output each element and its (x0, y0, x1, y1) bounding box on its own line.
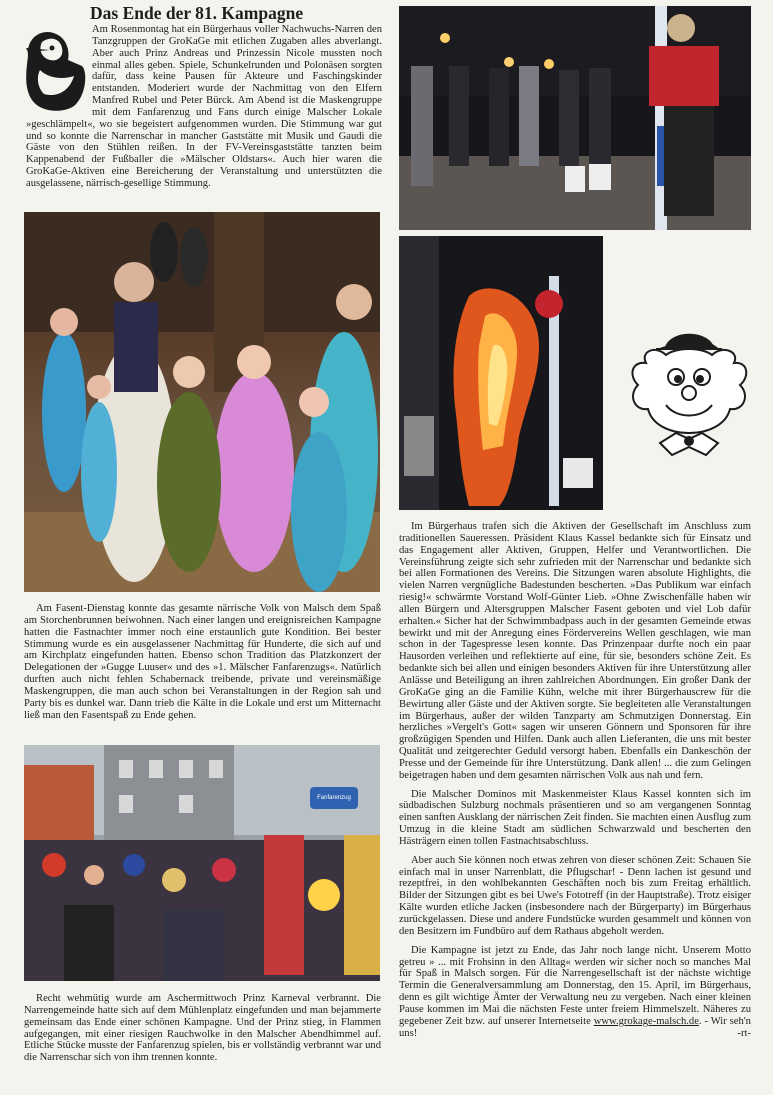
dominos-paragraph: Die Malscher Dominos mit Maskenmeister Klaus Kassel konnten sich im südbadischen Sulzburg nochmals präsentieren und so am vergangenen Sonntag einen sanften Ausklang der närrischen Zeit finden. Sie machten einen Ausflug zum Umzug in die kleine Stadt am südlichen Schwarzwald und bescherten den Hästrägern einen tollen Fastnachtsabschluss. (399, 788, 751, 847)
right-column-text (399, 521, 751, 1039)
children-dancing-photo (24, 212, 380, 592)
burning-prince-photo (399, 236, 603, 510)
saueressen-paragraph: Im Bürgerhaus trafen sich die Aktiven der Gesellschaft im Anschluss zum traditionellen Saueressen. Präsident Klaus Kassel bedankte sich für Einsatz und das Engagement aller Aktiven, Gruppen, Helfer und Verantwortlichen. Die Vereinsführung zeigte sich sehr zufrieden mit der Narrenschar und bedankte sich bei allen Formationen des Vereins. Die Sitzungen waren absolute Highlights, die vielen Narren vergnügliche Badestunden bescherten. »Das Publikum war einfach riesig!« schwärmte Vorstand Wolf-Günter Lieb. »Ohne Zwischenfälle haben wir allen Bürgern und Altersgruppen Malscher Fasent geboten und viel Lob dafür erhalten.« Sicher hat der Schwimmbadpass auch in der gesamten Gemeinde etwas bewirkt und mit der Anregung eines Fördervereins Wellen geschlagen, wie man schon in der Tagespresse lesen konnte. Das Prinzenpaar durfte noch ein paar Hausorden verleihen und reflektierte auf eine, für sie, besonders schöne Zeit. Es bedankte sich bei allen und einigen besonders Aktiven für ihre Unterstützung aller Anlässe und Beteiligung an ihren zahlreichen Abordnungen. Ein großer Dank der GroKaGe ging an die Familie Kühn, welche mit ihrer Bürgerhauscrew für die Bewirtung aller Gäste und der Aktiven sorgte. Sie begleiteten alle Veranstaltungen im Bürgerhaus, außer der wilden Tanzparty am Schmutzigen Donnerstag. Ein herzliches »Vergelt's Gott« sagen wir unseren Gönnern und Sponsoren für ihre großzügigen Spenden und Hilfen. Dank auch allen Lieferanten, die uns mit bester Qualität und zeitgerechter Geduld versorgt haben. Ebenfalls ein Dankeschön der Presse und der Gemeinde für ihre Unterstützung. Dank allen! ... die zum Gelingen beigetragen haben und dem gesamten närrischen Volk aus nah und fern. (399, 521, 751, 781)
signature: -rt- (737, 1027, 751, 1039)
fanfarenzug-sign: Fanfarenzug (310, 787, 358, 809)
fasent-paragraph (24, 603, 381, 721)
article-title: Das Ende der 81. Kampagne (90, 3, 304, 23)
closing-greeting: . - Wir seh'n uns! (399, 1015, 751, 1039)
intro-text: Am Rosenmontag hat ein Bürgerhaus voller Nachwuchs-Narren den Tanzgruppen der GroKaGe mit etlichen Zugaben alles abverlangt. Aber auch Prinz Andreas und Prinzessin Nicole mussten noch einmal alles geben. Spiele, Schunkelrunden und Polonäsen sorgten dafür, dass keine Pausen für Akteure und Faschingskinder entstanden. Moderiert wurde der Nachmittag von den Elfern Manfred Rubel und Peter Bürck. Am Abend ist die Maskengruppe mit dem Fanfarenzug und Fans durch einige Malscher Lokale »geschlämpelt«, wo sie begeistert aufgenommen wurden. Die Stimmung war gut und so konnte die Narrenschar in mancher Gaststätte mit Musik und Gaudi die Gäste von den Stühlen reißen. In der FV-Vereinsgaststätte tanzten beim Kappenabend der Fußballer die »Mälscher Oldstars«. Auch hier waren die GroKaGe-Aktiven eine Bereicherung der Veranstaltung und unterstützten die ausgelassene, närrisch-gesellige Stimmung. (26, 24, 382, 189)
aschermittwoch-paragraph (24, 993, 381, 1064)
narrenblatt-paragraph: Aber auch Sie können noch etwas zehren von dieser schönen Zeit: Schauen Sie einfach mal in unser Narrenblatt, die Pflugschar! - Denn lachen ist gesund und rezeptfrei, in den wohlbekannten Geschäften noch bis zum Freitag erhältlich. Bilder der Sitzungen gibt es bei Uwe's Fototreff (in der Hauptstraße). Trotz eisiger Kälte wurden etliche Jacken (insbesondere nach der Bürgerparty) im Bürgerhaus zurückgelassen. Diese und andere Fundstücke wurden gesammelt und können von den Besitzern im Fundbüro auf dem Rathaus abgeholt werden. (399, 854, 751, 937)
fasent-crowd-photo (24, 745, 380, 981)
fasent-text: Am Fasent-Dienstag konnte das gesamte närrische Volk von Malsch dem Spaß am Storchenbrunnen beiwohnen. Nach einer langen und ereignisreichen Kampagne hatten die Fastnachter immer noch eine erstaunlich gute Kondition. Bei bester Stimmung wurde es ein ausgelassener Nachmittag für Hunderte, die sich auf und am Kirchplatz eingefunden hatten. Ebenso schon Tradition das Platzkonzert der Delegationen der »Gugge Luuser« und des »1. Mälscher Fanfarenzugs«. Natürlich durften auch nicht fehlen Schabernack treibende, private und vereinsmäßige Maskengruppen, die man auch schon bei Veranstaltungen in der Region sah und Party bis es dunkel war. Dann trieb die Kälte in die Lokale und erst um Mitternacht ließ man den Fasentspaß zu Ende gehen. (24, 603, 381, 721)
closing-paragraph (399, 945, 751, 1040)
torch-procession-photo (399, 6, 751, 230)
closing-text: Die Kampagne ist jetzt zu Ende, das Jahr noch lange nicht. Unserem Motto getreu » ... mit Frohsinn in den Alltag« werden wir sicher noch so manches Mal für Spaß in Malsch sorgen. Für die Narrengesellschaft ist der nächste wichtige Termin die Generalversammlung am Donnerstag, den 15. April, im Bürgerhaus, denn es gilt wichtige Ämter der Verwaltung neu zu vergeben. Nach einer kleinen Pause kommen im Mai die nächsten Feste unter freiem Himmelszelt. Näheres zu gegebener Zeit bzw. auf unserer Internetseite (399, 944, 751, 1027)
aschermittwoch-text: Recht wehmütig wurde am Aschermittwoch Prinz Karneval verbrannt. Die Narrengemeinde hatte sich auf dem Mühlenplatz eingefunden und man bejammerte gemeinsam das Ende einer schönen Kampagne. Und der Prinz stieg, in Flammen aufgegangen, mit einer riesigen Rauchwolke in den Malscher Abendhimmel auf. Etliche Stücke musste der Fanfarenzug spielen, bis er vollständig verbrannt war und die Narrenschar sich von ihm trennen konnte. (24, 993, 381, 1064)
clown-face-icon (626, 325, 752, 461)
intro-paragraph (26, 24, 382, 206)
website-link[interactable]: www.grokage-malsch.de (593, 1015, 699, 1027)
